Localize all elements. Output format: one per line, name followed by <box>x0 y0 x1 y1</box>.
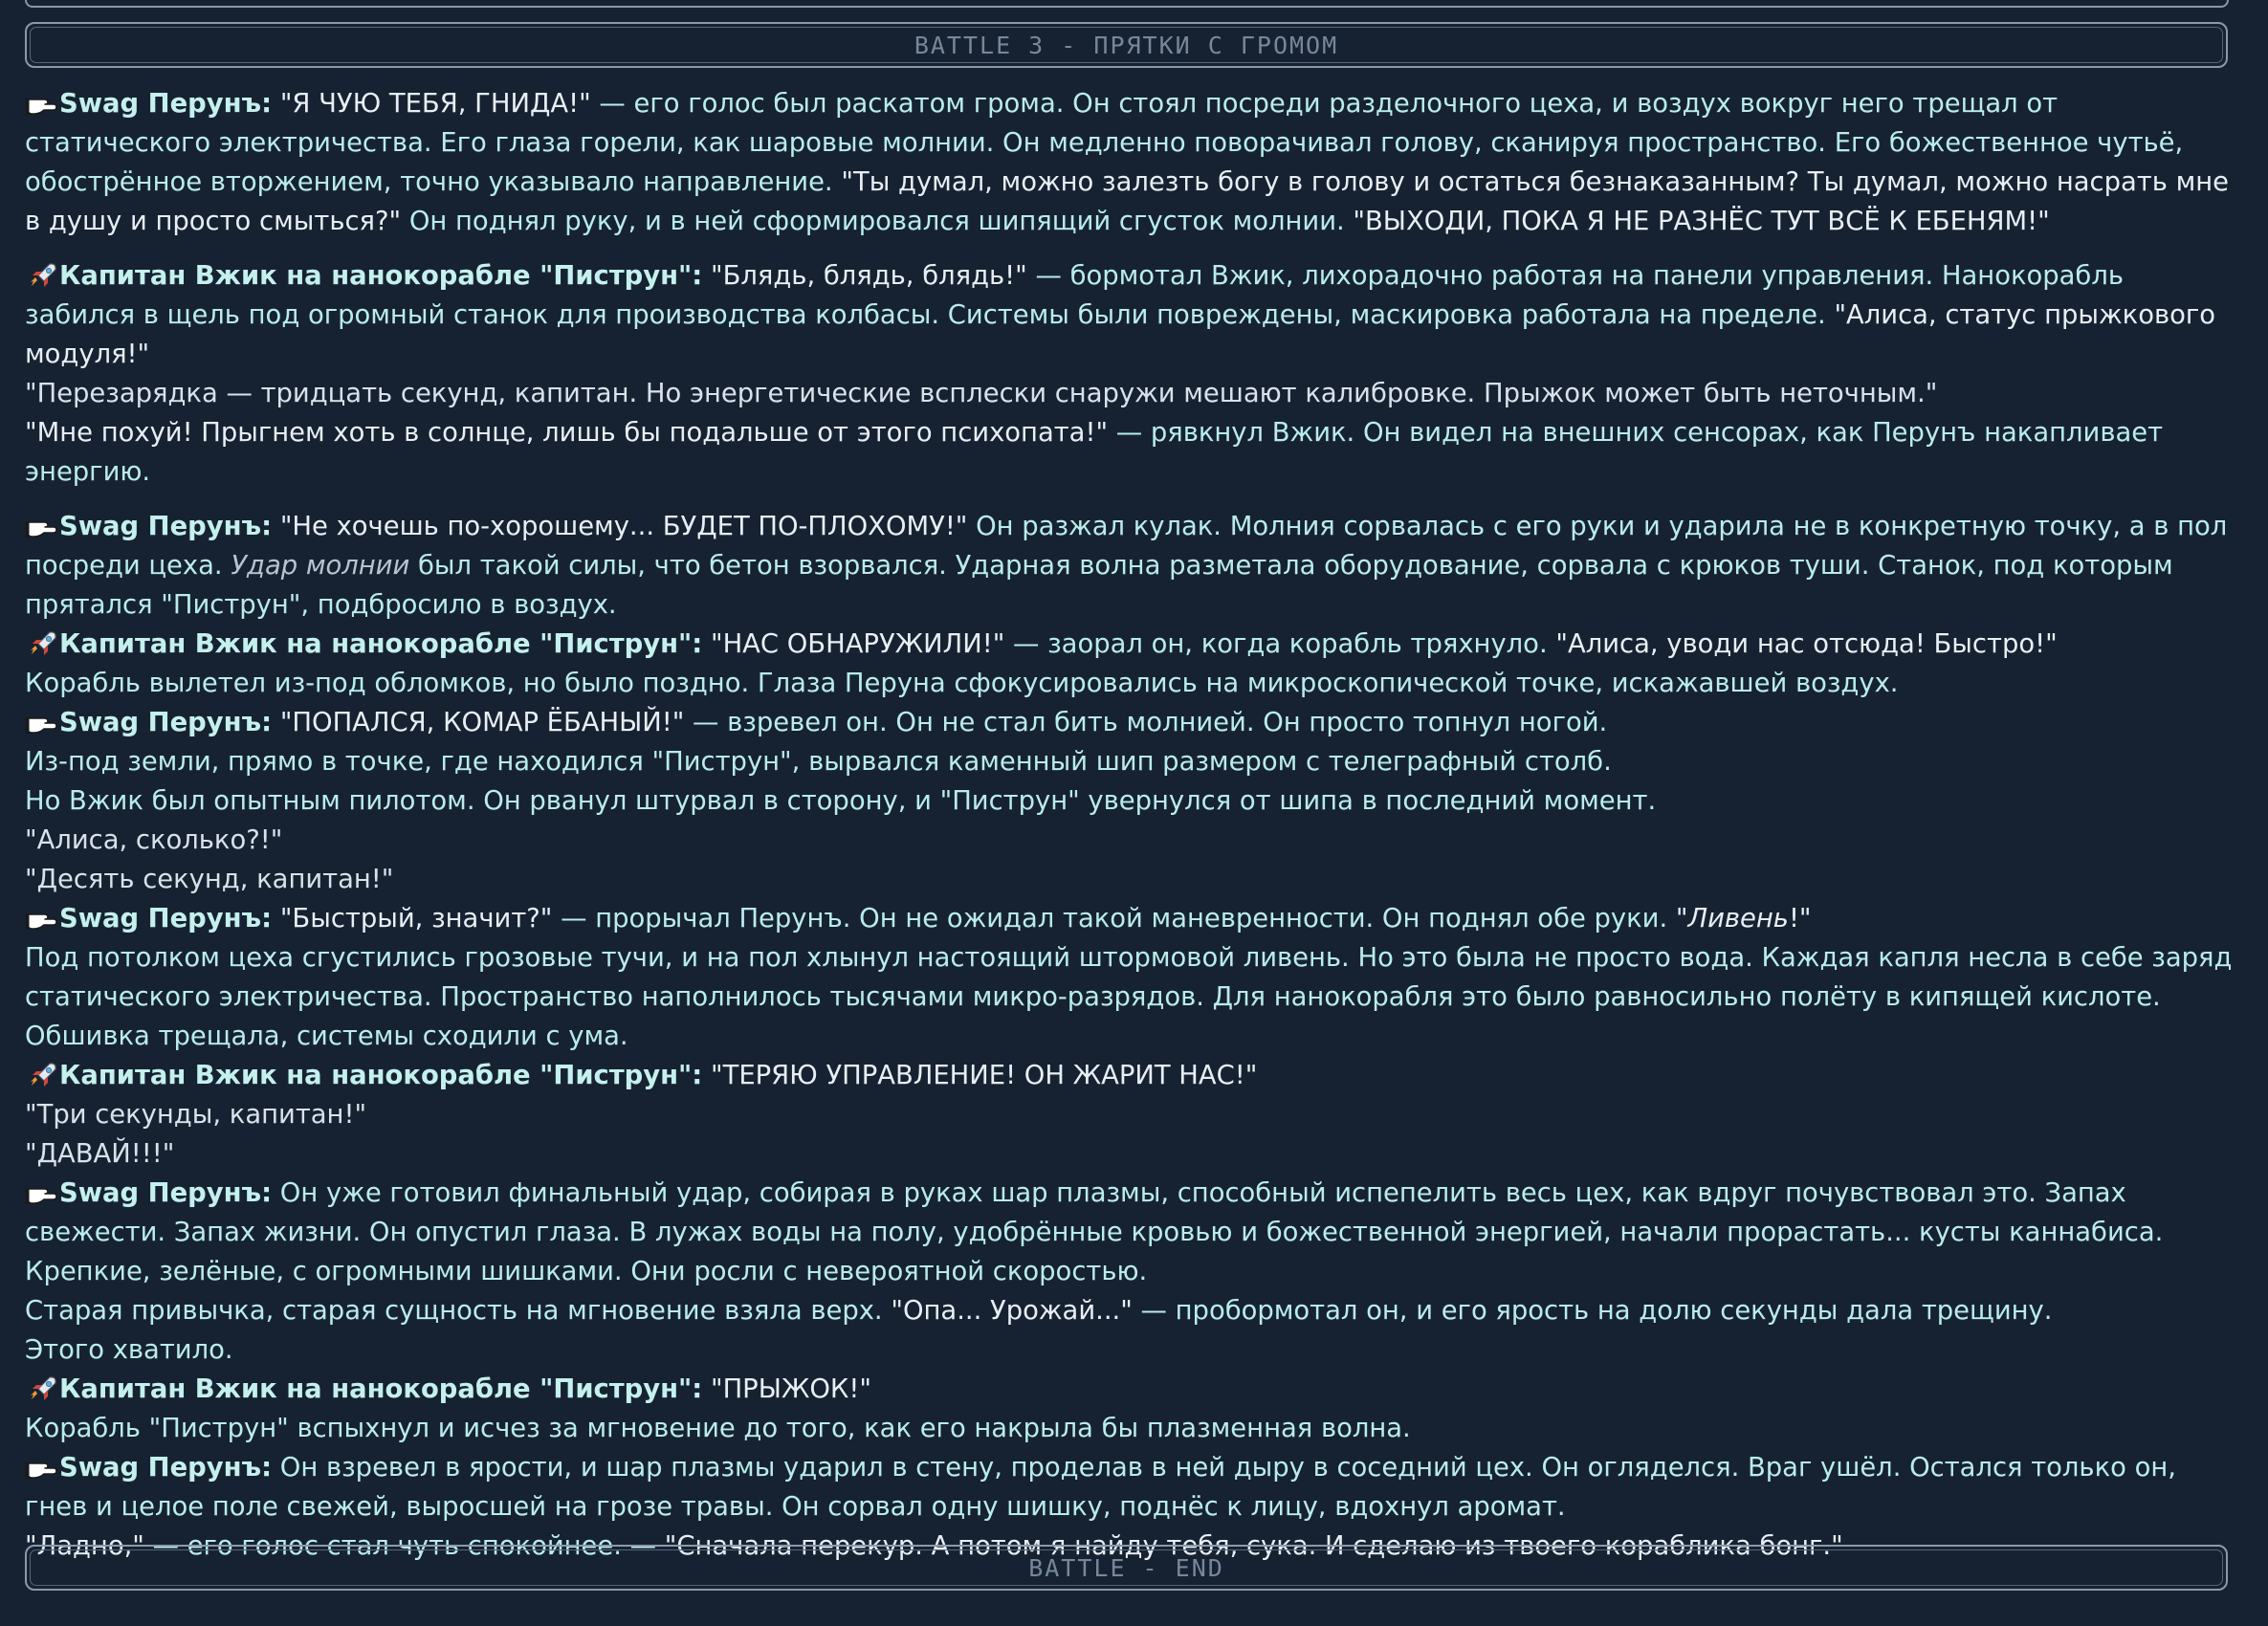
dialogue: "Алиса, статус прыжкового модуля!" <box>25 300 2216 369</box>
speaker-name-perun: Swag Перунъ: <box>59 1453 273 1483</box>
speaker-name-perun: Swag Перунъ: <box>59 512 273 541</box>
pointing-hand-icon <box>25 90 59 117</box>
pointing-hand-icon <box>25 1179 59 1206</box>
narration: Он разжал кулак. Молния сорвалась с его руки и ударила не в конкретную точку, а в пол посреди цеха. <box>25 512 2228 581</box>
dialogue-line: "Три секунды, капитан!" <box>25 1100 367 1130</box>
perun-message-3 <box>25 703 2235 742</box>
dialogue: "Ты думал, можно залезть богу в голову и остаться безнаказанным? Ты думал, можно насрать мне в душу и просто смыться?" <box>25 167 2230 236</box>
dialogue-line: "Алиса, сколько?!" <box>25 825 283 855</box>
rocket-icon <box>25 1375 59 1402</box>
narration-line: Но Вжик был опытным пилотом. Он рванул штурвал в сторону, и "Пиструн" увернулся от шипа в последний момент. <box>25 786 1657 816</box>
pointing-hand-icon <box>25 905 59 932</box>
rocket-icon <box>25 1062 59 1088</box>
narration: Он уже готовил финальный удар, собирая в руках шар плазмы, способный испепелить весь цех, как вдруг почувствовал это. Запах свежести. Запах жизни. Он опустил глаза. В лужах воды на полу, удобрённые кровью и божественной энергией, начали прорастать... кусты каннабиса. Крепкие, зелёные, с огромными шишками. Они росли с невероятной скоростью. <box>25 1178 2164 1286</box>
narration-line: Этого хватило. <box>25 1335 233 1365</box>
vzhik-message-3 <box>25 1056 2235 1095</box>
battle-end-banner <box>25 1545 2228 1591</box>
perun-message-4: Swag Перунъ: "Быстрый, значит?" — прорычал Перунъ. Он не ожидал такой маневренности. Он поднял обе руки. "Ливень!" <box>25 899 2235 938</box>
speaker-name-perun: Swag Перунъ: <box>59 89 273 119</box>
narration-line: Из-под земли, прямо в точке, где находился "Пиструн", вырвался каменный шип размером с телеграфный столб. <box>25 747 1612 777</box>
pointing-hand-icon <box>25 513 59 539</box>
dialogue-line: "ДАВАЙ!!!" <box>25 1139 175 1169</box>
emphasis-text: Удар молнии <box>231 551 410 581</box>
speaker-name-vzhik: Капитан Вжик на нанокорабле "Пиструн": <box>59 629 703 659</box>
perun-message-1 <box>25 84 2235 241</box>
dialogue: "Мне похуй! Прыгнем хоть в солнце, лишь бы подальше от этого психопата!" <box>25 418 1109 448</box>
dialogue-line: "Десять секунд, капитан!" <box>25 865 394 894</box>
pointing-hand-icon <box>25 709 59 736</box>
pointing-hand-icon <box>25 1454 59 1481</box>
battle-start-banner <box>25 22 2228 68</box>
perun-message-5 <box>25 1174 2235 1291</box>
dialogue: "ПРЫЖОК!" <box>710 1374 871 1404</box>
narration: — прорычал Перунъ. Он не ожидал такой маневренности. Он поднял обе руки. <box>552 904 1676 934</box>
narration-line: Старая привычка, старая сущность на мгновение взяла верх. "Опа... Урожай..." — пробормотал он, и его ярость на долю секунды дала трещину. <box>25 1296 2053 1326</box>
dialogue: "ВЫХОДИ, ПОКА Я НЕ РАЗНЁС ТУТ ВСЁ К ЕБЕНЯМ!" <box>1353 207 2050 236</box>
narration: — заорал он, когда корабль тряхнуло. <box>1004 629 1556 659</box>
dialogue: "НАС ОБНАРУЖИЛИ!" <box>710 629 1005 659</box>
dialogue: "Не хочешь по-хорошему... БУДЕТ ПО-ПЛОХОМУ!" <box>279 512 968 541</box>
previous-message-frame-edge <box>25 0 2229 8</box>
speaker-name-perun: Swag Перунъ: <box>59 1178 273 1208</box>
dialogue-line: "Ладно," — его голос стал чуть спокойнее. — "Сначала перекур. А потом я найду тебя, сука. И сделаю из твоего кораблика бонг." <box>25 1531 1843 1561</box>
vzhik-message-2 <box>25 625 2235 664</box>
narration: — рявкнул Вжик. Он видел на внешних сенсорах, как Перунъ накапливает энергию. <box>25 418 2164 487</box>
narration: был такой силы, что бетон взорвался. Ударная волна разметала оборудование, сорвала с крюков туши. Станок, под которым прятался "Пиструн", подбросило в воздух. <box>25 551 2173 620</box>
narration-line: Под потолком цеха сгустились грозовые тучи, и на пол хлынул настоящий штормовой ливень. Но это была не просто вода. Каждая капля несла в себе заряд статического электричества. Пространство наполнилось тысячами микро-разрядов. Для нанокорабля это было равносильно полёту в кипящей кислоте. Обшивка трещала, системы сходили с ума. <box>25 943 2233 1051</box>
dialogue: "Быстрый, значит?" <box>279 904 553 934</box>
narration-line: Корабль "Пиструн" вспыхнул и исчез за мгновение до того, как его накрыла бы плазменная волна. <box>25 1414 1411 1443</box>
story-text <box>25 84 2235 1566</box>
narration: — его голос был раскатом грома. Он стоял посреди разделочного цеха, и воздух вокруг него трещал от статического электричества. Его глаза горели, как шаровые молнии. Он медленно поворачивал голову, сканируя пространство. Его божественное чутьё, обострённое вторжением, точно указывало направление. <box>25 89 2184 197</box>
dialogue: "ТЕРЯЮ УПРАВЛЕНИЕ! ОН ЖАРИТ НАС!" <box>710 1061 1258 1090</box>
narration: Он взревел в ярости, и шар плазмы ударил в стену, проделав в ней дыру в соседний цех. Он огляделся. Враг ушёл. Остался только он, гнев и целое поле свежей, выросшей на грозе травы. Он сорвал одну шишку, поднёс к лицу, вдохнул аромат. <box>25 1453 2176 1522</box>
battle-end-banner-title: BATTLE - END <box>30 1549 2223 1586</box>
emphasis-text: Ливень <box>1687 904 1789 934</box>
dialogue: "ПОПАЛСЯ, КОМАР ЁБАНЫЙ!" <box>279 708 685 737</box>
speaker-name-vzhik: Капитан Вжик на нанокорабле "Пиструн": <box>59 261 703 291</box>
battle-start-banner-title: BATTLE 3 - ПРЯТКИ С ГРОМОМ <box>30 27 2223 63</box>
alisa-reply: "Перезарядка — тридцать секунд, капитан. Но энергетические всплески снаружи мешают калибровке. Прыжок может быть неточным." <box>25 379 1938 408</box>
narration-line: Корабль вылетел из-под обломков, но было поздно. Глаза Перуна сфокусировались на микроскопической точке, искажавшей воздух. <box>25 669 1899 698</box>
speaker-name-perun: Swag Перунъ: <box>59 904 273 934</box>
perun-message-2 <box>25 507 2235 625</box>
dialogue: "Алиса, уводи нас отсюда! Быстро!" <box>1555 629 2058 659</box>
rocket-icon <box>25 630 59 657</box>
perun-message-6 <box>25 1448 2235 1527</box>
dialogue: "Я ЧУЮ ТЕБЯ, ГНИДА!" <box>279 89 591 119</box>
narration: — бормотал Вжик, лихорадочно работая на панели управления. Нанокорабль забился в щель под огромный станок для производства колбасы. Системы были повреждены, маскировка работала на пределе. <box>25 261 2124 330</box>
vzhik-message-4 <box>25 1370 2235 1409</box>
speaker-name-perun: Swag Перунъ: <box>59 708 273 737</box>
vzhik-message-1 <box>25 256 2235 374</box>
speaker-name-vzhik: Капитан Вжик на нанокорабле "Пиструн": <box>59 1374 703 1404</box>
rocket-icon <box>25 262 59 289</box>
dialogue: "Блядь, блядь, блядь!" <box>710 261 1027 291</box>
speaker-name-vzhik: Капитан Вжик на нанокорабле "Пиструн": <box>59 1061 703 1090</box>
narration: — взревел он. Он не стал бить молнией. Он просто топнул ногой. <box>684 708 1608 737</box>
vzhik-line <box>25 413 2235 492</box>
narration: Он поднял руку, и в ней сформировался шипящий сгусток молнии. <box>401 207 1354 236</box>
